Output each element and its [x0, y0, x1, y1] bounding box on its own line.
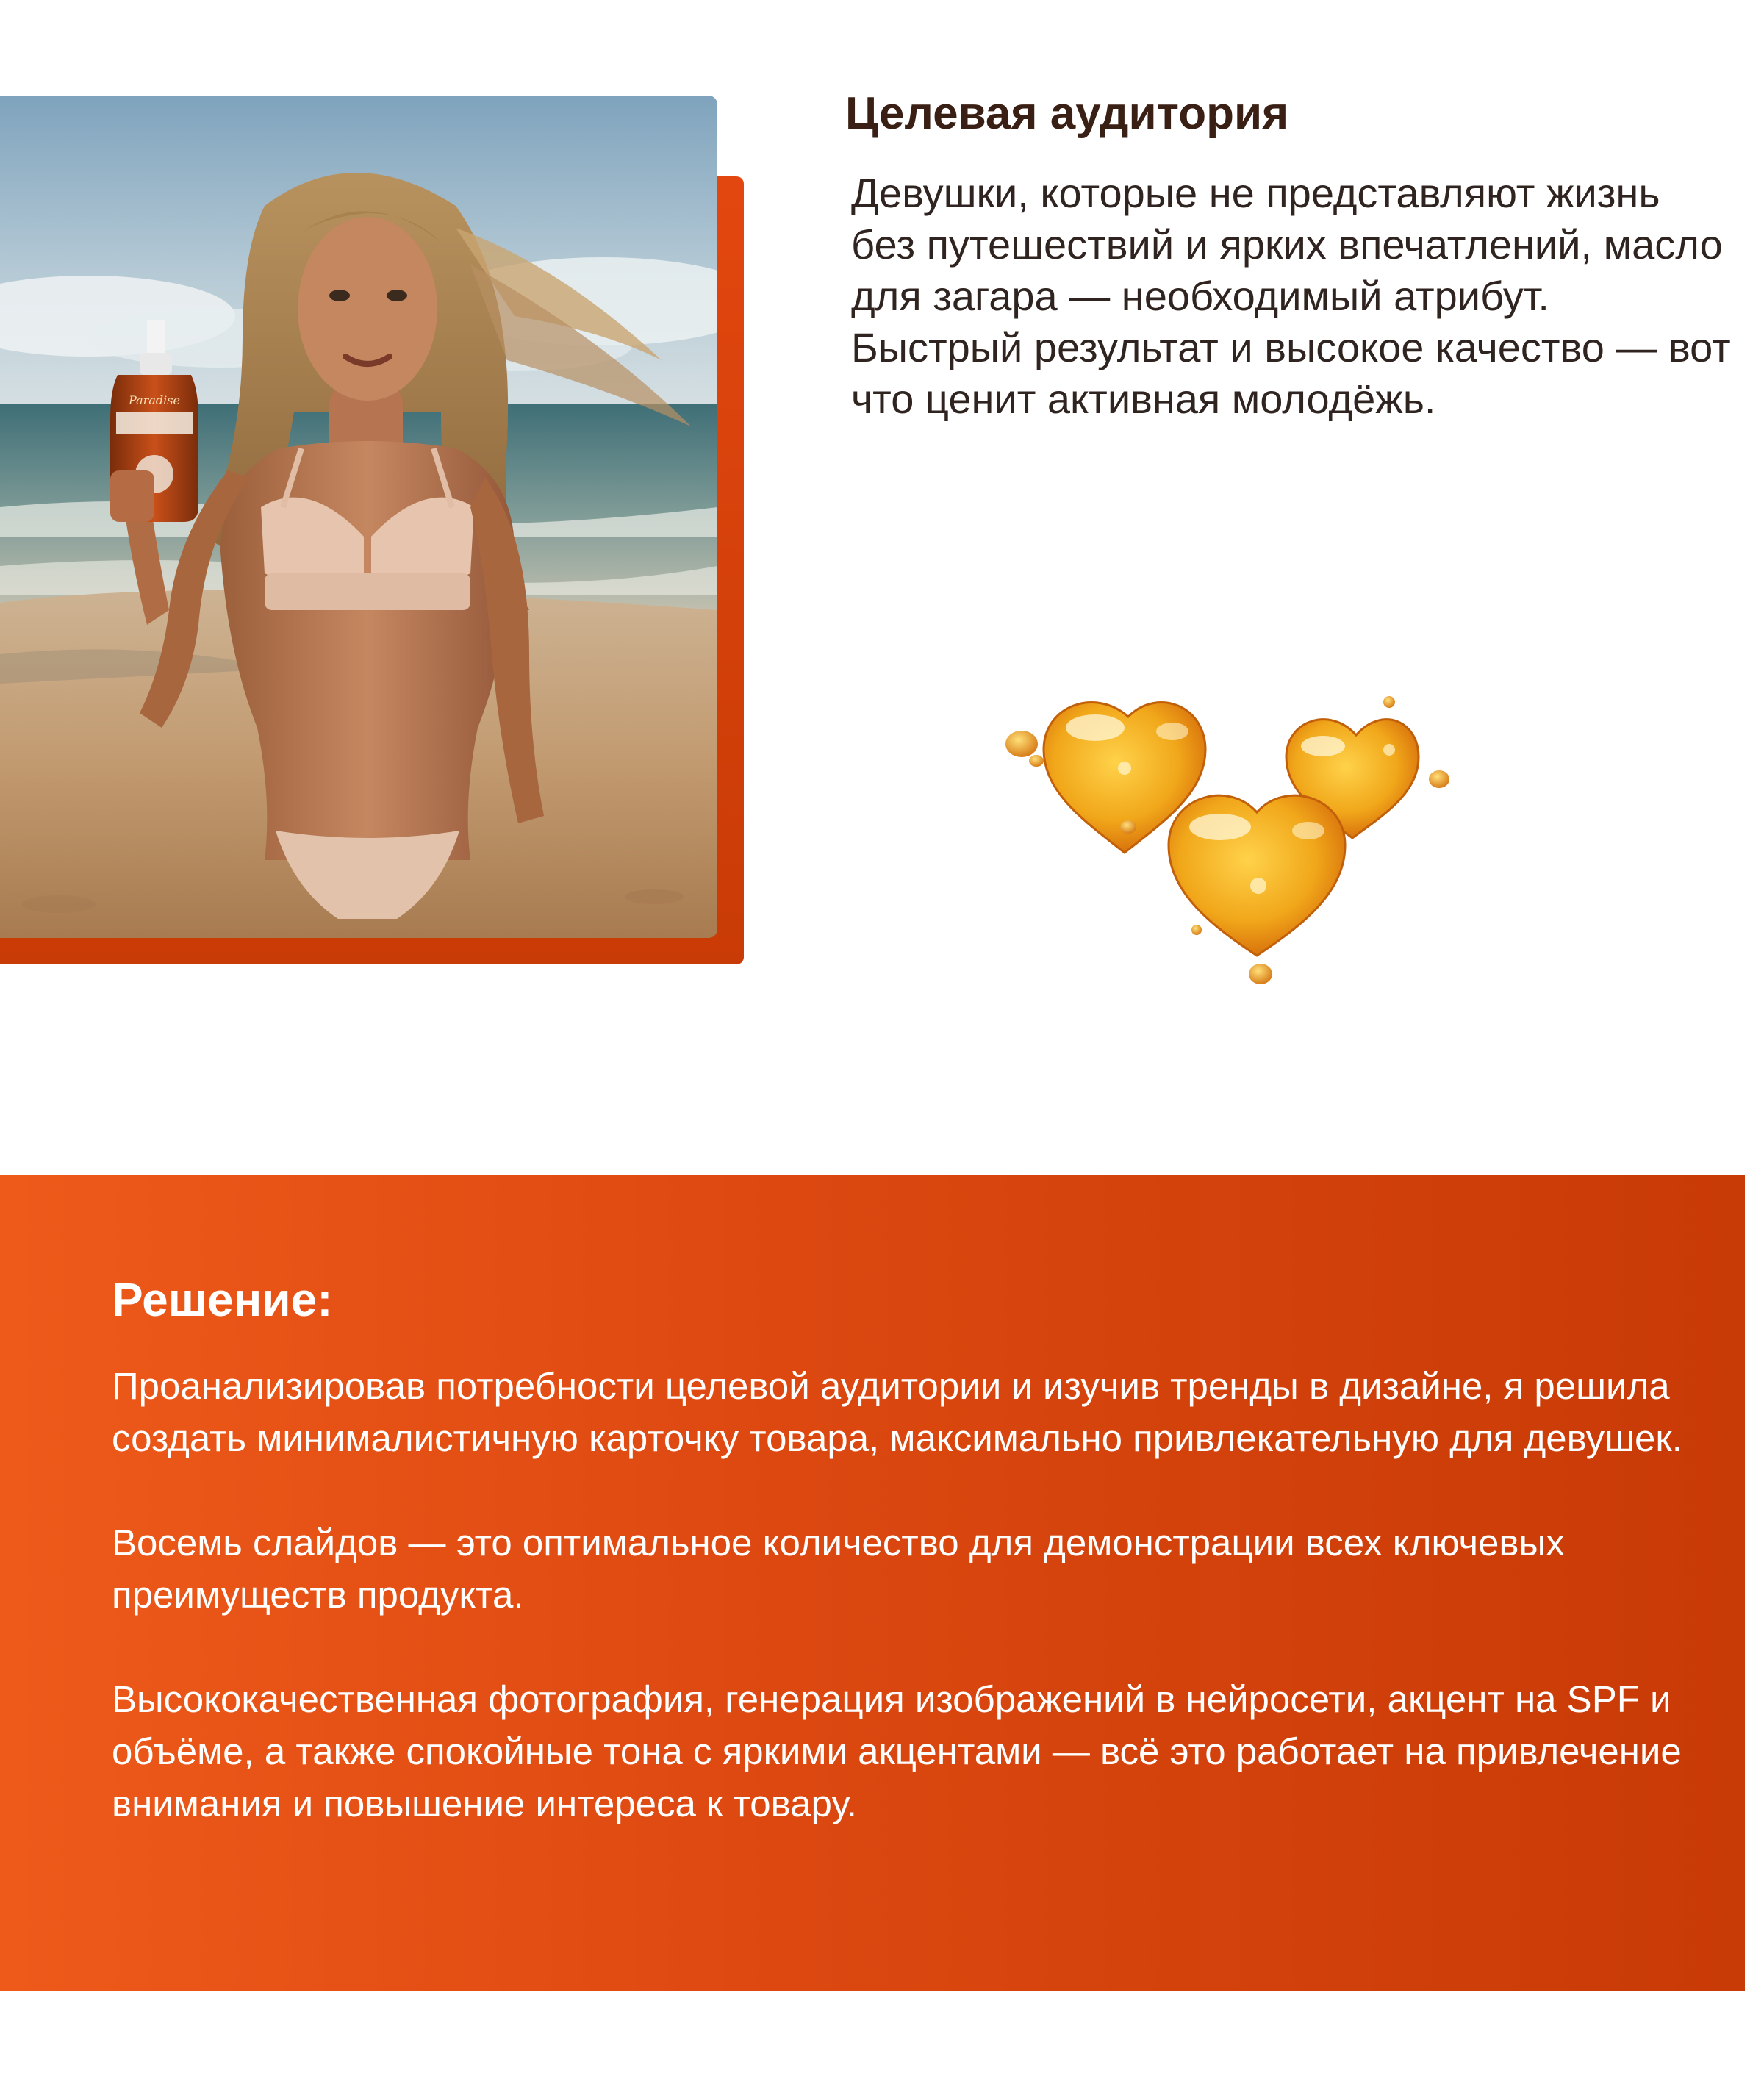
- solution-paragraph-1: Проанализировав потребности целевой аудитории и изучив тренды в дизайне, я решила создать минималистичную карточку товара, максимально привлекательную для девушек.: [112, 1365, 1682, 1459]
- oil-hearts-illustration: [978, 676, 1492, 1000]
- bottle-label: Paradise: [129, 393, 180, 407]
- audience-paragraph-1: Девушки, которые не представляют жизнь без путешествий и ярких впечатлений, масло для загара — необходимый атрибут.: [851, 170, 1723, 319]
- solution-banner: [0, 1175, 1745, 1991]
- audience-title: Целевая аудитория: [845, 88, 1289, 139]
- solution-paragraph-2: Восемь слайдов — это оптимальное количество для демонстрации всех ключевых преимуществ продукта.: [112, 1522, 1565, 1616]
- beach-photo: [0, 96, 717, 938]
- audience-description: [851, 168, 1733, 425]
- solution-title: Решение:: [112, 1273, 333, 1326]
- audience-paragraph-2: Быстрый результат и высокое качество — вот что ценит активная молодёжь.: [851, 324, 1731, 422]
- heart-bottom: [1169, 795, 1345, 984]
- solution-body: [112, 1360, 1714, 1882]
- solution-paragraph-3: Высококачественная фотография, генерация изображений в нейросети, акцент на SPF и объёме, а также спокойные тона с яркими акцентами — всё это работает на привлечение внимания и повышение интереса к товару.: [112, 1678, 1682, 1824]
